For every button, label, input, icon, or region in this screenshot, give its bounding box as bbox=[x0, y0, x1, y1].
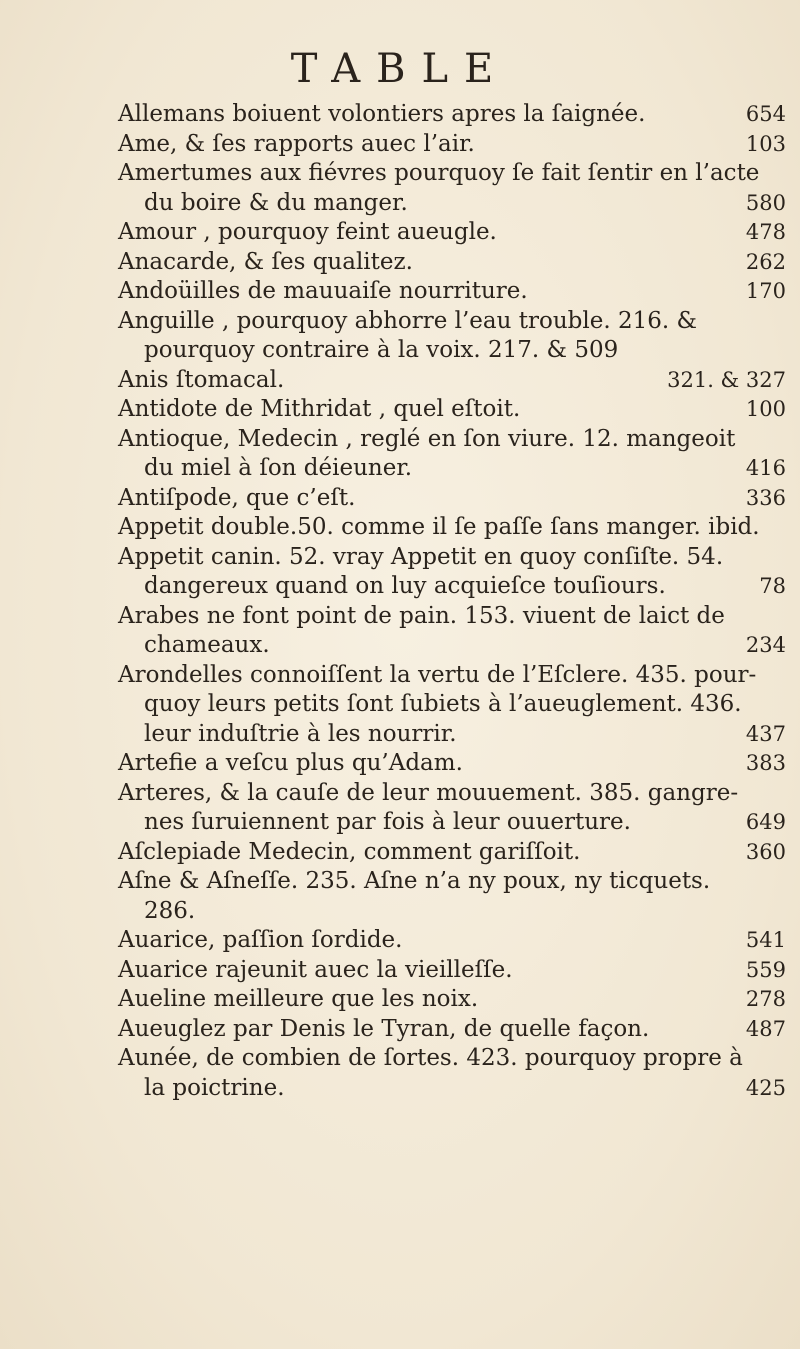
entry-text: Arabes ne font point de pain. 153. viuent de laict de bbox=[118, 602, 725, 629]
entry-text: Anacarde, & ſes qualitez. bbox=[118, 248, 413, 275]
index-line bbox=[118, 897, 798, 927]
page-number: 360 bbox=[745, 839, 786, 864]
page-number: 78 bbox=[759, 574, 786, 598]
entry-text: du boire & du manger. bbox=[144, 189, 408, 216]
index-line bbox=[118, 395, 798, 425]
entry-text: Andoüilles de mauuaiſe nourriture. bbox=[118, 278, 528, 304]
page-number: 383 bbox=[745, 751, 786, 775]
page-number: 416 bbox=[745, 456, 786, 480]
index-line bbox=[118, 985, 798, 1015]
index-line bbox=[118, 336, 798, 366]
index-line bbox=[118, 130, 798, 160]
page-number: 100 bbox=[745, 397, 786, 421]
entry-text: Artefie a veſcu plus qu’Adam. bbox=[118, 750, 463, 776]
index-line bbox=[118, 1044, 798, 1074]
entry-text: Aueline meilleure que les noix. bbox=[118, 986, 479, 1012]
page-number: 478 bbox=[745, 220, 786, 244]
index-line bbox=[118, 277, 798, 307]
index-line bbox=[118, 189, 798, 219]
entry-text: chameaux. bbox=[144, 632, 270, 658]
index-line bbox=[118, 307, 798, 337]
index-line bbox=[118, 602, 798, 632]
index-line bbox=[118, 425, 798, 455]
index-line bbox=[118, 366, 798, 396]
index-line bbox=[118, 100, 798, 130]
entry-text: leur induſtrie à les nourrir. bbox=[144, 720, 457, 747]
index-line bbox=[118, 1015, 798, 1045]
entry-text: Arteres, & la cauſe de leur mouuement. 385. gangre- bbox=[118, 779, 739, 806]
page-number: 437 bbox=[745, 721, 786, 746]
entry-text: Arondelles connoiſſent la vertu de l’Eſclere. 435. pour- bbox=[118, 661, 757, 688]
entry-text: Allemans boiuent volontiers apres la ſaignée. bbox=[118, 101, 646, 127]
index-line bbox=[118, 926, 798, 956]
entry-text: dangereux quand on luy acquieſce touſiours. bbox=[144, 573, 666, 599]
entry-text: Appetit double.50. comme il ſe paſſe ſans manger. ibid. bbox=[118, 514, 760, 540]
entry-text: 286. bbox=[144, 897, 196, 924]
index-entries bbox=[118, 100, 798, 1103]
page-number: 559 bbox=[745, 957, 786, 982]
page-number: 321. & 327 bbox=[667, 367, 786, 392]
index-line bbox=[118, 690, 798, 720]
entry-text: du miel à ſon déieuner. bbox=[144, 455, 413, 481]
entry-text: Aunée, de combien de ſortes. 423. pourquoy propre à bbox=[118, 1045, 743, 1071]
page-heading: TABLE bbox=[290, 46, 510, 92]
index-line bbox=[118, 572, 798, 602]
entry-text: pourquoy contraire à la voix. 217. & 509 bbox=[144, 337, 619, 363]
index-line bbox=[118, 454, 798, 484]
page-number: 541 bbox=[745, 928, 786, 952]
entry-text: Appetit canin. 52. vray Appetit en quoy conſiſte. 54. bbox=[118, 543, 724, 570]
entry-text: Anis ſtomacal. bbox=[118, 366, 285, 393]
page-number: 262 bbox=[745, 249, 786, 274]
index-line bbox=[118, 1074, 798, 1104]
index-line bbox=[118, 631, 798, 661]
index-line bbox=[118, 484, 798, 514]
index-line bbox=[118, 248, 798, 278]
page-number: 580 bbox=[745, 190, 786, 215]
entry-text: la poictrine. bbox=[144, 1074, 285, 1101]
index-line bbox=[118, 513, 798, 543]
entry-text: Aſclepiade Medecin, comment gariſſoit. bbox=[118, 838, 581, 865]
index-line bbox=[118, 749, 798, 779]
index-line bbox=[118, 159, 798, 189]
entry-text: Antidote de Mithridat , quel eſtoit. bbox=[118, 396, 521, 422]
page-number: 170 bbox=[745, 279, 786, 303]
index-line bbox=[118, 720, 798, 750]
page-number: 103 bbox=[745, 131, 786, 156]
entry-text: Antiſpode, que c’eſt. bbox=[118, 484, 356, 511]
entry-text: Aſne & Aſneſſe. 235. Aſne n’a ny poux, ny ticquets. bbox=[118, 868, 711, 894]
index-line bbox=[118, 956, 798, 986]
entry-text: Amertumes aux fiévres pourquoy ſe fait ſentir en l’acte bbox=[118, 160, 760, 186]
index-line bbox=[118, 808, 798, 838]
page-number: 336 bbox=[745, 485, 786, 510]
page-number: 654 bbox=[745, 102, 786, 126]
entry-text: nes ſuruiennent par fois à leur ouuerture. bbox=[144, 809, 631, 835]
page-number: 425 bbox=[745, 1075, 786, 1100]
page-number: 234 bbox=[745, 633, 786, 657]
page-number: 278 bbox=[745, 987, 786, 1011]
page-number: 649 bbox=[745, 810, 786, 834]
page-number: 487 bbox=[745, 1016, 786, 1041]
entry-text: Ame, & ſes rapports auec l’air. bbox=[118, 130, 475, 157]
index-line bbox=[118, 543, 798, 573]
index-line bbox=[118, 779, 798, 809]
entry-text: Amour , pourquoy feint aueugle. bbox=[118, 219, 497, 245]
index-line bbox=[118, 838, 798, 868]
entry-text: Aueuglez par Denis le Tyran, de quelle façon. bbox=[118, 1015, 650, 1042]
entry-text: Auarice rajeunit auec la vieilleſſe. bbox=[118, 956, 513, 983]
index-line bbox=[118, 867, 798, 897]
entry-text: Auarice, paſſion ſordide. bbox=[118, 927, 403, 953]
entry-text: quoy leurs petits ſont ſubiets à l’aueuglement. 436. bbox=[144, 691, 742, 717]
entry-text: Antioque, Medecin , reglé en ſon viure. 12. mangeoit bbox=[118, 425, 736, 452]
index-line bbox=[118, 218, 798, 248]
entry-text: Anguille , pourquoy abhorre l’eau trouble. 216. & bbox=[118, 307, 697, 334]
index-line bbox=[118, 661, 798, 691]
